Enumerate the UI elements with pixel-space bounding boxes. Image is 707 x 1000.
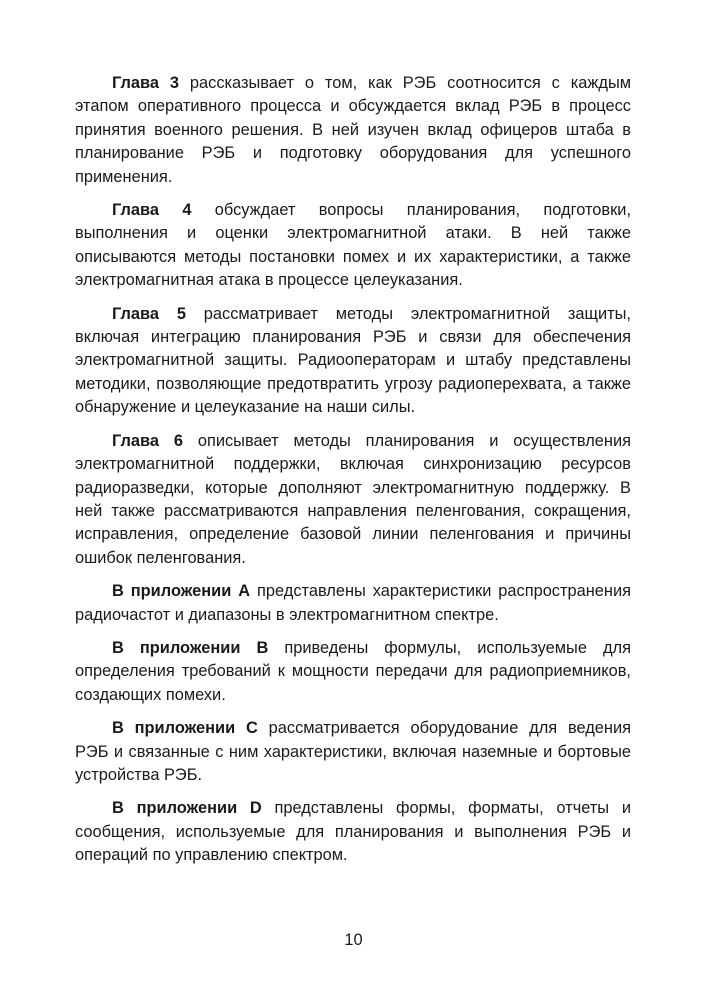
paragraph-chapter-6 <box>75 430 631 570</box>
paragraph-appendix-c <box>75 717 631 787</box>
paragraph-chapter-3 <box>75 72 631 189</box>
paragraph-lead: В приложении D <box>112 799 262 818</box>
paragraph-lead: В приложении B <box>112 638 269 657</box>
paragraph-appendix-b <box>75 637 631 707</box>
paragraph-text: рассматривает методы электромагнитной защиты, включая интеграцию планирования РЭБ и связи для обеспечения электромагнитной защиты. Радиооператорам и штабу представлены методики, позволяющие предотвратить угрозу радиоперехвата, а также обнаружение и целеуказание на наши силы. <box>75 304 631 417</box>
paragraph-appendix-d <box>75 797 631 867</box>
paragraph-text: представлены формы, форматы, отчеты и сообщения, используемые для планирования и выполнения РЭБ и операций по управлению спектром. <box>75 799 631 865</box>
paragraph-lead: Глава 3 <box>112 74 179 92</box>
page-body <box>75 72 631 878</box>
paragraph-text: приведены формулы, используемые для определения требований к мощности передачи для радиоприемников, создающих помехи. <box>75 638 631 704</box>
paragraph-lead: Глава 6 <box>112 431 183 450</box>
paragraph-text: рассказывает о том, как РЭБ соотносится с каждым этапом оперативного процесса и обсуждается вклад РЭБ в процесс принятия военного решения. В ней изучен вклад офицеров штаба в планирование РЭБ и подготовку оборудования для успешного применения. <box>75 74 631 186</box>
paragraph-appendix-a <box>75 580 631 627</box>
paragraph-lead: Глава 5 <box>112 304 186 323</box>
paragraph-text: представлены характеристики распространения радиочастот и диапазоны в электромагнитном спектре. <box>75 582 631 624</box>
paragraph-chapter-5 <box>75 303 631 420</box>
paragraph-lead: Глава 4 <box>112 201 192 220</box>
paragraph-text: описывает методы планирования и осуществления электромагнитной поддержки, включая синхронизацию ресурсов радиоразведки, которые дополняют электромагнитную поддержку. В ней также рассматриваются направления пеленгования, сокращения, исправления, определение базовой линии пеленгования и причины ошибок пеленгования. <box>75 431 631 567</box>
paragraph-chapter-4 <box>75 199 631 293</box>
paragraph-lead: В приложении C <box>112 719 258 738</box>
paragraph-lead: В приложении А <box>112 582 251 601</box>
paragraph-text: рассматривается оборудование для ведения РЭБ и связанные с ним характеристики, включая наземные и бортовые устройства РЭБ. <box>75 719 631 784</box>
paragraph-text: обсуждает вопросы планирования, подготовки, выполнения и оценки электромагнитной атаки. В ней также описываются методы постановки помех и их характеристики, а также электромагнитная атака в процессе целеуказания. <box>75 201 631 290</box>
page-number: 10 <box>344 931 363 949</box>
